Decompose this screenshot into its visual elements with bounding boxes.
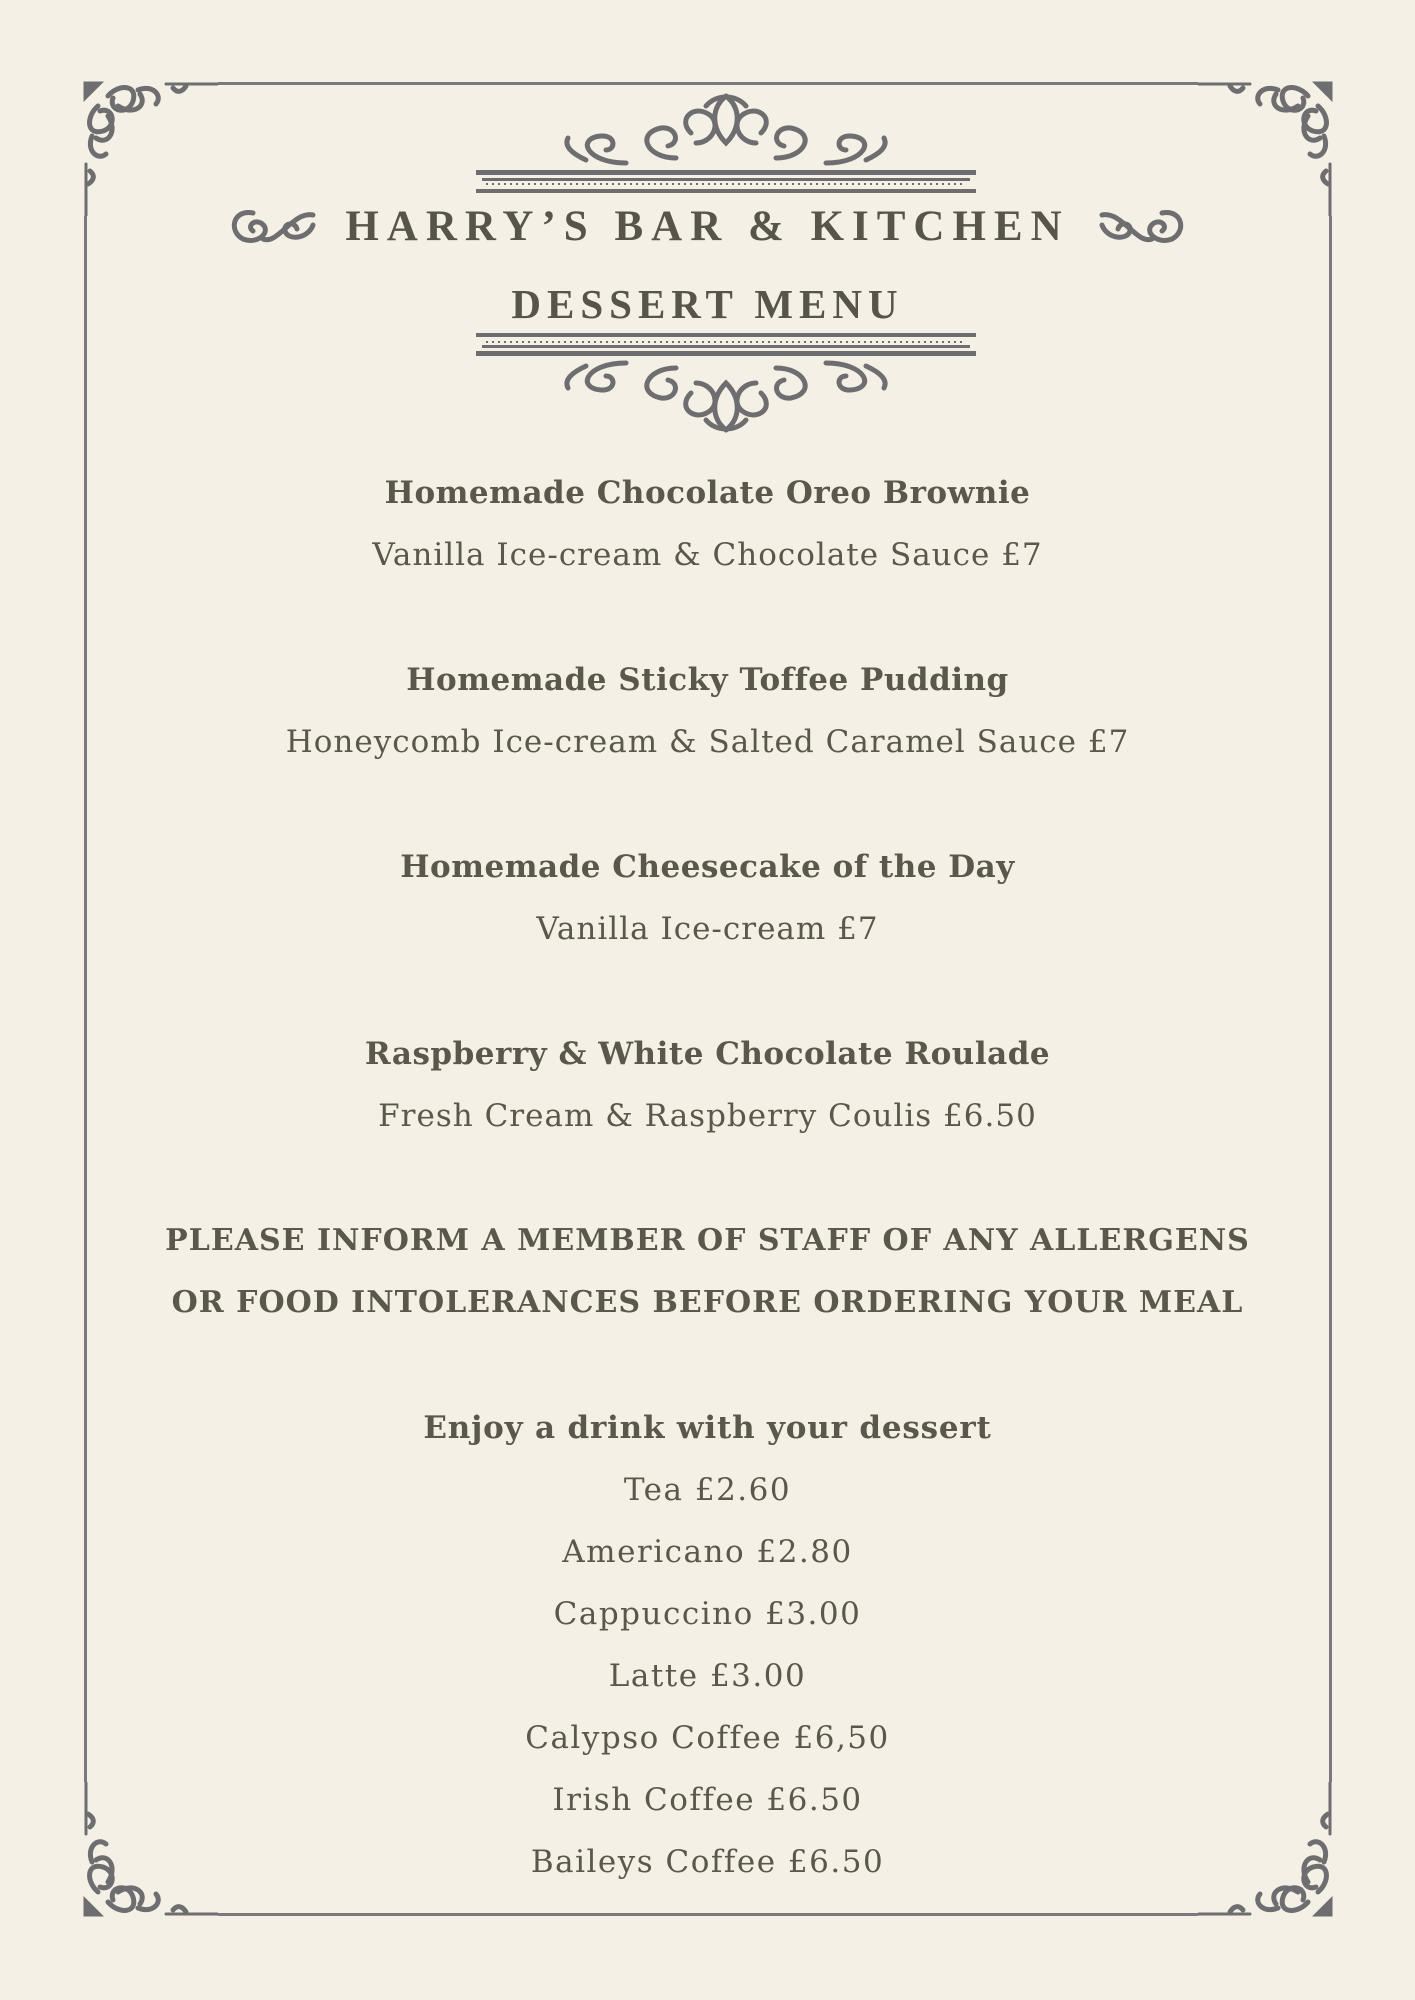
dessert-description: Vanilla Ice-cream £7 xyxy=(536,911,879,947)
dessert-item xyxy=(0,649,1415,773)
drink-item: Americano £2.80 xyxy=(562,1534,853,1570)
drink-item: Irish Coffee £6.50 xyxy=(552,1782,863,1818)
menu-content xyxy=(0,462,1415,1893)
corner-flourish-icon xyxy=(78,76,218,216)
crest-flourish-icon xyxy=(476,328,976,438)
dessert-name: Raspberry & White Chocolate Roulade xyxy=(364,1036,1051,1072)
dessert-description: Honeycomb Ice-cream & Salted Caramel Sauce £7 xyxy=(285,724,1130,760)
drink-item: Baileys Coffee £6.50 xyxy=(530,1844,885,1880)
menu-subtitle: DESSERT MENU xyxy=(511,281,904,327)
swirl-icon xyxy=(223,201,323,251)
dessert-item xyxy=(0,836,1415,960)
dessert-name: Homemade Sticky Toffee Pudding xyxy=(406,662,1009,698)
dessert-item xyxy=(0,1023,1415,1147)
drink-item: Calypso Coffee £6,50 xyxy=(525,1720,890,1756)
swirl-icon xyxy=(1092,201,1192,251)
drinks-list xyxy=(0,1459,1415,1893)
title-row xyxy=(0,196,1415,256)
dessert-item xyxy=(0,462,1415,586)
allergen-notice-line: PLEASE INFORM A MEMBER OF STAFF OF ANY ALLERGENS xyxy=(165,1223,1250,1258)
dessert-name: Homemade Cheesecake of the Day xyxy=(400,849,1015,885)
drink-item: Tea £2.60 xyxy=(623,1472,792,1508)
dessert-description: Vanilla Ice-cream & Chocolate Sauce £7 xyxy=(372,537,1043,573)
restaurant-title: HARRY’S BAR & KITCHEN xyxy=(345,202,1070,250)
drink-item: Cappuccino £3.00 xyxy=(553,1596,862,1632)
dessert-description: Fresh Cream & Raspberry Coulis £6.50 xyxy=(378,1098,1037,1134)
allergen-notice-line: OR FOOD INTOLERANCES BEFORE ORDERING YOUR MEAL xyxy=(171,1285,1244,1320)
drink-item: Latte £3.00 xyxy=(608,1658,807,1694)
crest-flourish-icon xyxy=(476,88,976,198)
corner-flourish-icon xyxy=(1198,76,1338,216)
drinks-heading: Enjoy a drink with your dessert xyxy=(423,1410,992,1446)
allergen-notice xyxy=(0,1210,1415,1334)
dessert-name: Homemade Chocolate Oreo Brownie xyxy=(384,475,1031,511)
